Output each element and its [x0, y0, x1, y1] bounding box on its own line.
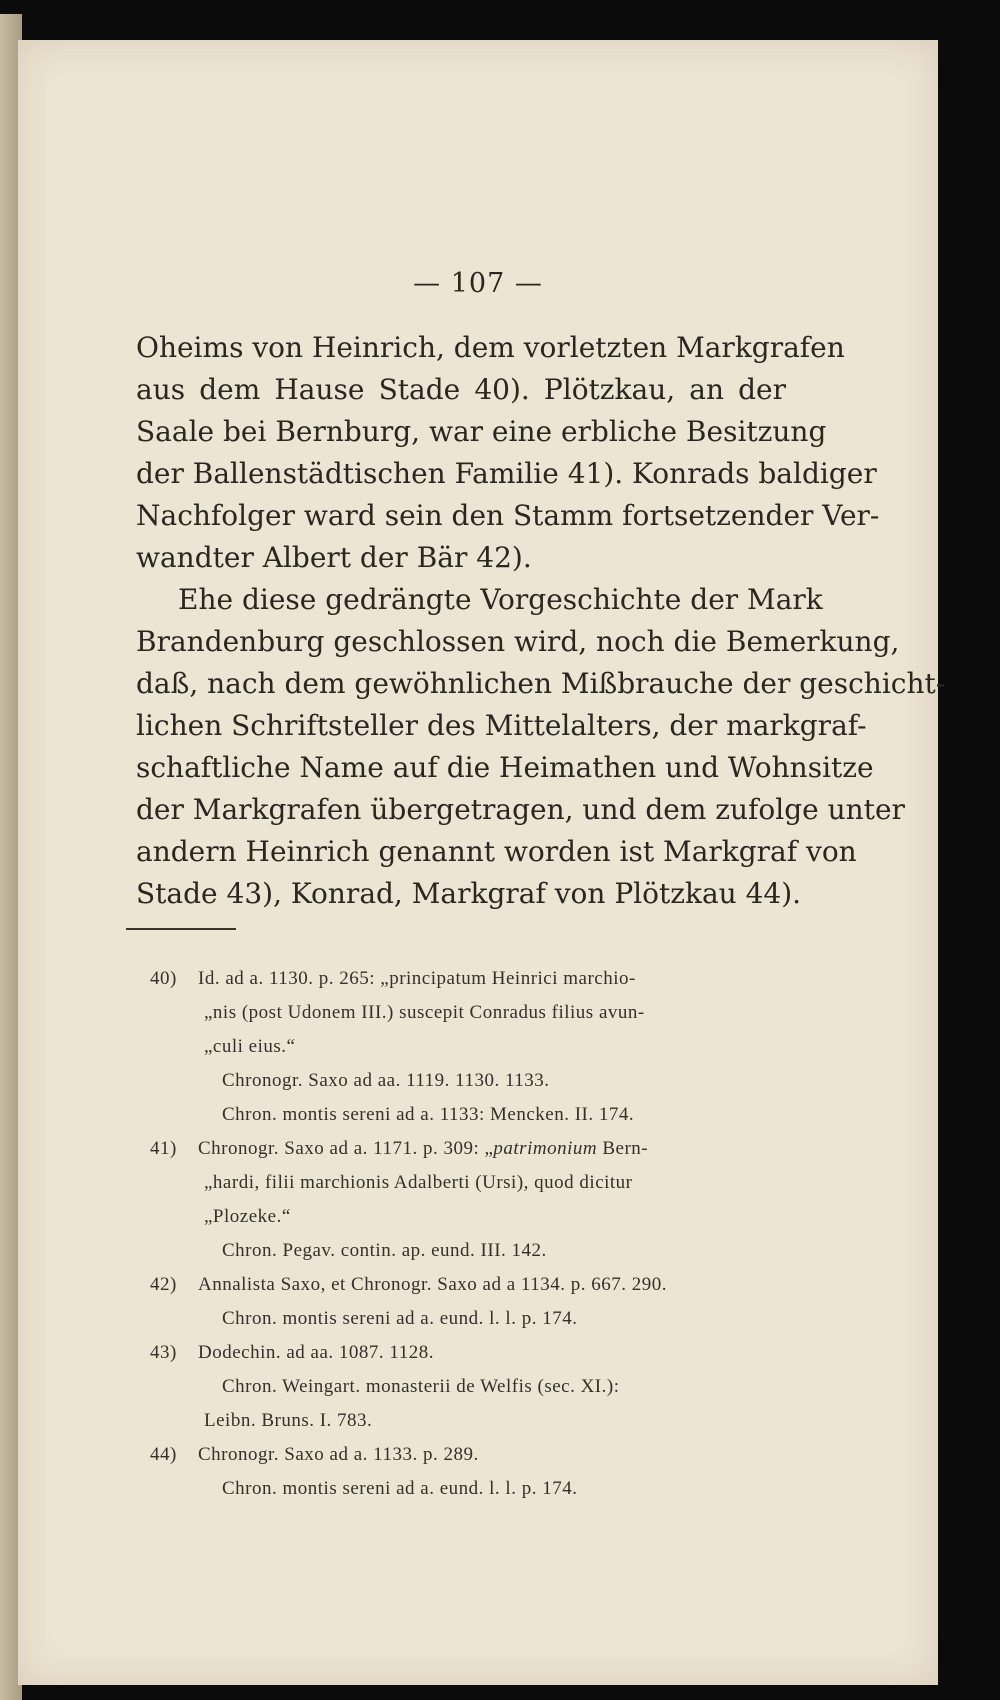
body-line: schaftliche Name auf die Heimathen und Wohnsitze: [136, 751, 874, 784]
body-line: lichen Schriftsteller des Mittelalters, der markgraf-: [136, 709, 867, 742]
footnote-line: „culi eius.“: [204, 1036, 296, 1057]
book-page: [18, 40, 946, 1685]
footnote-line: „hardi, filii marchionis Adalberti (Ursi), quod dicitur: [204, 1172, 633, 1193]
footnote-number: 41): [150, 1138, 177, 1159]
body-line: Nachfolger ward sein den Stamm fortsetzender Ver-: [136, 499, 880, 532]
body-line: Saale bei Bernburg, war eine erbliche Besitzung: [136, 415, 827, 448]
body-line: der Ballenstädtischen Familie 41). Konrads baldiger: [136, 457, 877, 490]
footnote-source: Chron. montis sereni ad a. eund. l. l. p. 174.: [222, 1308, 578, 1329]
footnote-source: Chron. montis sereni ad a. eund. l. l. p. 174.: [222, 1478, 578, 1499]
footnote-source: Leibn. Bruns. I. 783.: [204, 1410, 373, 1431]
footnote-number: 43): [150, 1342, 177, 1363]
body-line: aus dem Hause Stade 40). Plötzkau, an der: [136, 373, 786, 406]
footnote-40: [150, 962, 780, 1132]
footnote-43: [150, 1336, 780, 1438]
footnote-number: 40): [150, 968, 177, 989]
body-line: wandter Albert der Bär 42).: [136, 541, 532, 574]
body-line: andern Heinrich genannt worden ist Markgraf von: [136, 835, 857, 868]
footnote-line: Chronogr. Saxo ad a. 1133. p. 289.: [198, 1444, 479, 1465]
footnote-line: Annalista Saxo, et Chronogr. Saxo ad a 1134. p. 667. 290.: [198, 1274, 667, 1295]
footnote-42: [150, 1268, 780, 1336]
footnote-source: Chron. Weingart. monasterii de Welfis (sec. XI.):: [222, 1376, 620, 1397]
italic-term: patrimonium: [493, 1138, 598, 1159]
footnote-number: 44): [150, 1444, 177, 1465]
page-number: — 107 —: [413, 268, 543, 299]
footnote-number: 42): [150, 1274, 177, 1295]
footnote-source: Chron. Pegav. contin. ap. eund. III. 142.: [222, 1240, 547, 1261]
footnote-source: Chronogr. Saxo ad aa. 1119. 1130. 1133.: [222, 1070, 550, 1091]
body-text: [136, 327, 946, 915]
body-line: Stade 43), Konrad, Markgraf von Plötzkau 44).: [136, 877, 802, 910]
footnote-source: Chron. montis sereni ad a. 1133: Mencken. II. 174.: [222, 1104, 635, 1125]
footnote-44: [150, 1438, 780, 1506]
body-line: Ehe diese gedrängte Vorgeschichte der Mark: [178, 583, 823, 616]
footnote-line: „nis (post Udonem III.) suscepit Conradus filius avun-: [204, 1002, 645, 1023]
footnotes: [150, 962, 780, 1506]
footnote-line: Dodechin. ad aa. 1087. 1128.: [198, 1342, 434, 1363]
body-line: Oheims von Heinrich, dem vorletzten Markgrafen: [136, 331, 845, 364]
body-line: daß, nach dem gewöhnlichen Mißbrauche der geschicht-: [136, 667, 946, 700]
footnote-line: Chronogr. Saxo ad a. 1171. p. 309: „patrimonium Bern-: [198, 1138, 649, 1159]
footnote-divider: [126, 928, 236, 930]
body-line: Brandenburg geschlossen wird, noch die Bemerkung,: [136, 625, 900, 658]
footnote-line: „Plozeke.“: [204, 1206, 291, 1227]
footnote-line: Id. ad a. 1130. p. 265: „principatum Heinrici marchio-: [198, 968, 636, 989]
body-line: der Markgrafen übergetragen, und dem zufolge unter: [136, 793, 905, 826]
footnote-41: [150, 1132, 780, 1268]
